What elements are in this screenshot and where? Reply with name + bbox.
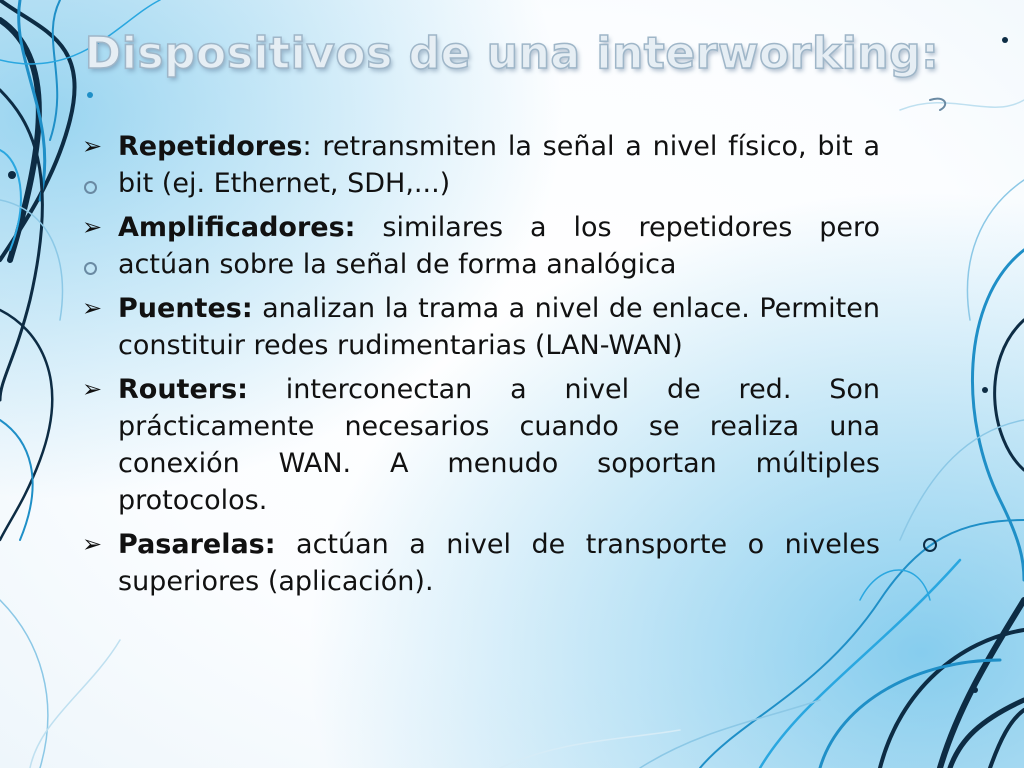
list-item-pasarelas: [80, 526, 880, 600]
arrow-bullet-icon: ➢: [82, 213, 103, 241]
list-item-repetidores: [80, 128, 880, 202]
item-term: Puentes:: [118, 293, 253, 324]
item-text: retransmiten la señal a nivel físico, bit a bit (ej. Ethernet, SDH,...): [118, 131, 880, 199]
arrow-bullet-icon: ➢: [82, 294, 103, 322]
list-item-routers: [80, 371, 880, 519]
item-term: Amplificadores:: [118, 212, 356, 243]
item-text: analizan la trama a nivel de enlace. Permiten constituir redes rudimentarias (LAN-WAN): [118, 293, 880, 361]
item-term: Pasarelas:: [118, 529, 276, 560]
slide-title: Dispositivos de una interworking:: [84, 28, 940, 79]
list-item-amplificadores: [80, 209, 880, 283]
item-text: actúan a nivel de transporte o niveles superiores (aplicación).: [118, 529, 880, 597]
item-term: Repetidores: [118, 131, 303, 162]
arrow-bullet-icon: ➢: [82, 530, 103, 558]
bullet-list: [80, 128, 880, 607]
item-text: similares a los repetidores pero actúan sobre la señal de forma analógica: [118, 212, 880, 280]
list-item-puentes: [80, 290, 880, 364]
arrow-bullet-icon: ➢: [82, 132, 103, 160]
item-term: Routers:: [118, 374, 248, 405]
item-text: interconectan a nivel de red. Son prácticamente necesarios cuando se realiza una conexión WAN. A menudo soportan múltiples protocolos.: [118, 374, 880, 516]
arrow-bullet-icon: ➢: [82, 375, 103, 403]
item-separator: :: [302, 131, 312, 162]
